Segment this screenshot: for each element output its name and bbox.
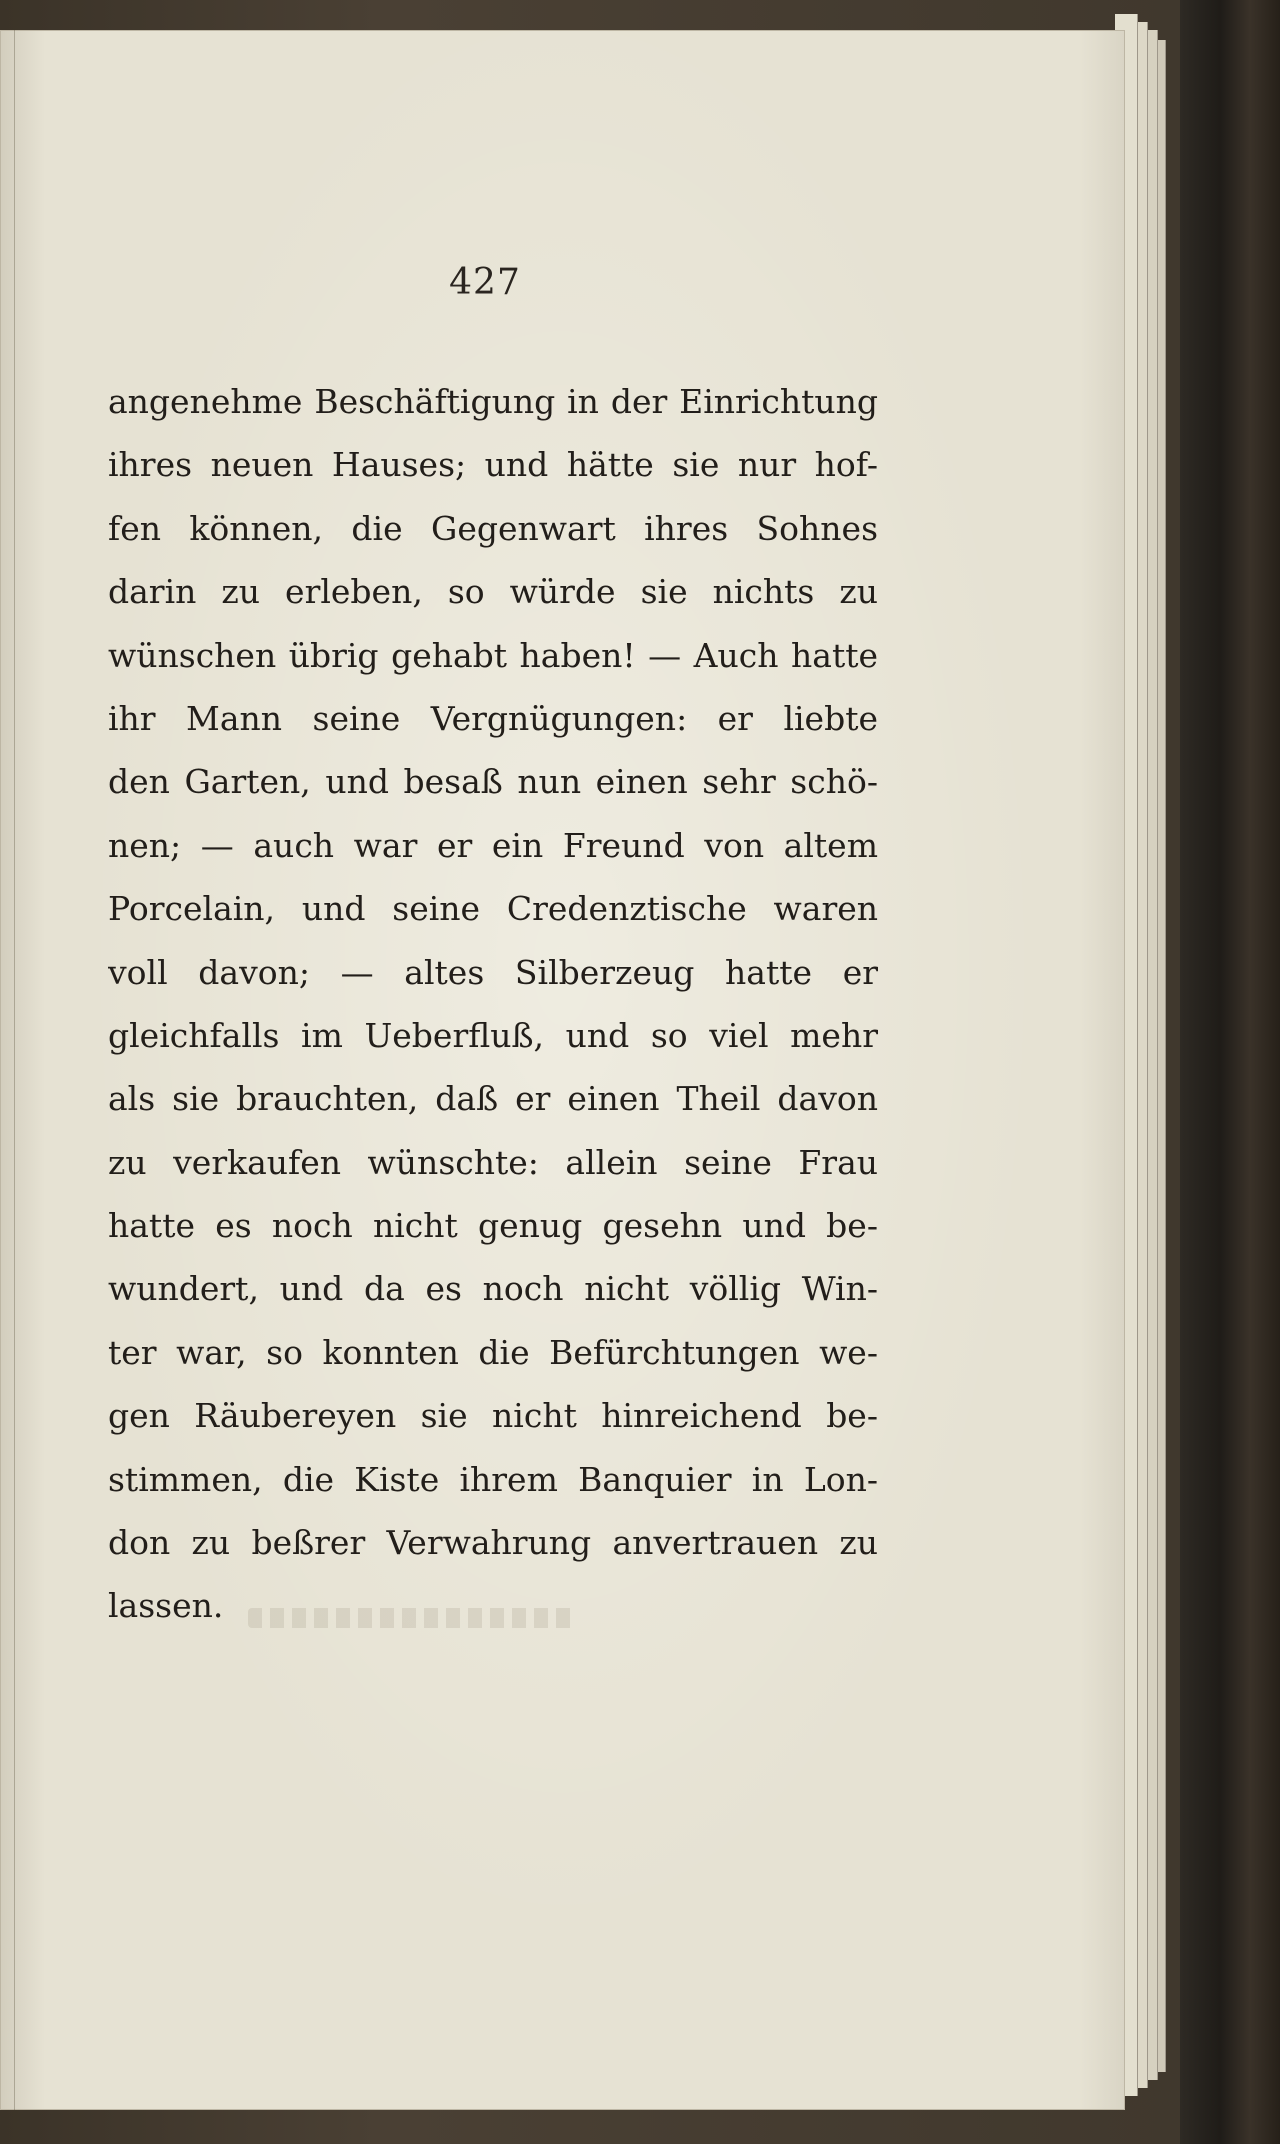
bleed-through-text [248, 1608, 578, 1628]
text-line: angenehme Beschäftigung in der Einrichtung [108, 382, 878, 421]
page-number: 427 [449, 262, 521, 303]
book-cover-edge [1180, 0, 1280, 2144]
text-line: don zu beßrer Verwahrung anvertrauen zu [108, 1523, 878, 1563]
text-line: ter war, so konnten die Befürchtungen we- [108, 1332, 878, 1372]
text-line: als sie brauchten, daß er einen Theil davon [108, 1079, 878, 1119]
text-line: fen können, die Gegenwart ihres Sohnes [108, 508, 878, 548]
text-line: stimmen, die Kiste ihrem Banquier in Lon- [108, 1459, 878, 1499]
text-line: gleichfalls im Ueberfluß, und so viel mehr [108, 1015, 878, 1055]
text-line: nen; — auch war er ein Freund von altem [108, 825, 878, 865]
text-line: lassen. [108, 1586, 224, 1626]
body-text [108, 370, 878, 1638]
text-line: zu verkaufen wünschte: allein seine Frau [108, 1142, 878, 1182]
text-line: den Garten, und besaß nun einen sehr schö- [108, 762, 878, 802]
gutter-line [14, 30, 15, 2110]
text-line: darin zu erleben, so würde sie nichts zu [108, 572, 878, 612]
text-line: voll davon; — altes Silberzeug hatte er [108, 952, 878, 992]
text-line: gen Räubereyen sie nicht hinreichend be- [108, 1396, 878, 1436]
text-line: ihres neuen Hauses; und hätte sie nur hof- [108, 445, 878, 485]
text-line: hatte es noch nicht genug gesehn und be- [108, 1206, 878, 1246]
book-page [0, 30, 1125, 2110]
text-line: Porcelain, und seine Credenztische waren [108, 889, 878, 929]
text-line: wünschen übrig gehabt haben! — Auch hatte [108, 635, 878, 675]
text-line: wundert, und da es noch nicht völlig Win- [108, 1269, 878, 1309]
text-line: ihr Mann seine Vergnügungen: er liebte [108, 698, 878, 738]
